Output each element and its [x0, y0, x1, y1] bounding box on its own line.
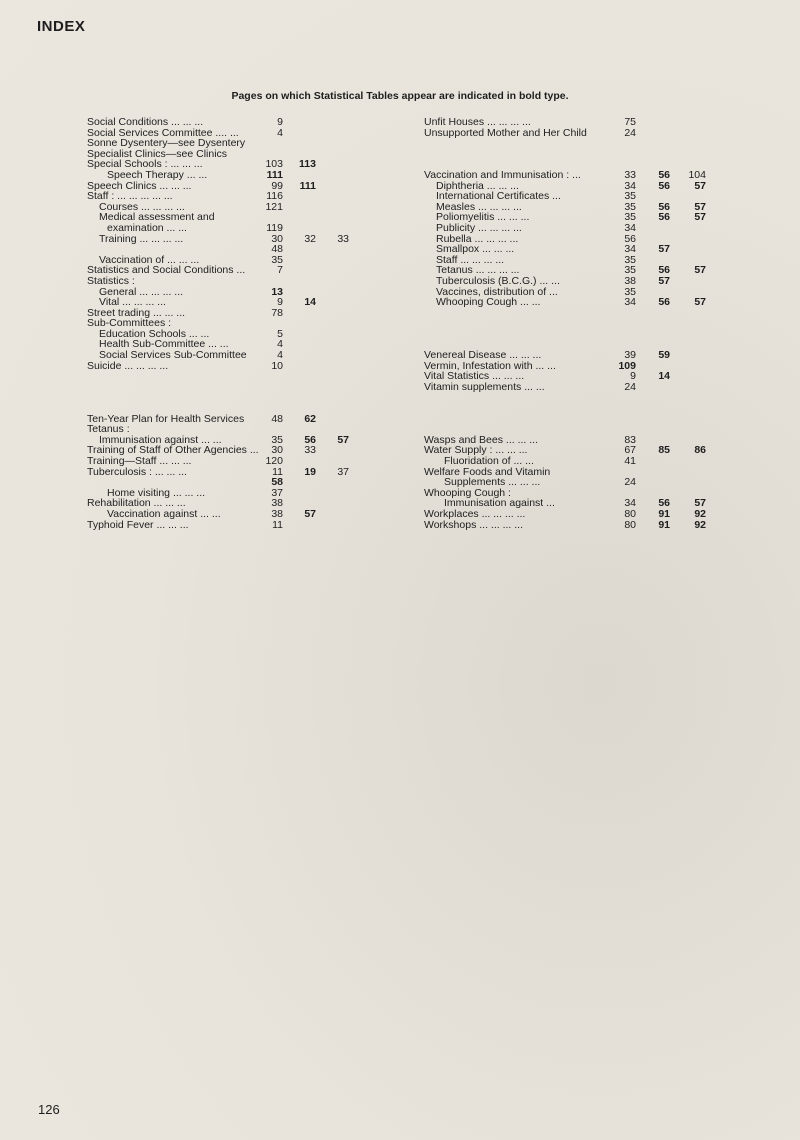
page-ref-bold: 57 — [658, 274, 670, 287]
page-ref-bold: 56 — [658, 168, 670, 181]
index-entry-label: Statistics and Social Conditions ... — [87, 264, 246, 277]
index-spacer — [424, 392, 754, 434]
index-entry-label: Training ... ... ... ... — [99, 232, 184, 245]
index-entry-label: Vaccines, distribution of ... — [436, 285, 558, 298]
page-ref-bold: 92 — [694, 518, 706, 531]
page-ref-bold: 57 — [694, 497, 706, 510]
index-entry — [87, 414, 387, 425]
page-ref: 80 — [624, 508, 636, 521]
index-entry-label: Health Sub-Committee ... ... — [99, 338, 229, 351]
page-ref: 9 — [630, 370, 636, 383]
index-entry — [424, 128, 754, 139]
index-entry-label: Diphtheria ... ... ... — [436, 179, 519, 192]
index-entry-label: Fluoridation of ... ... — [444, 455, 534, 468]
index-entry-label: Medical assessment and — [99, 211, 215, 224]
index-entry-label: Vital ... ... ... ... — [99, 296, 166, 309]
page-ref: 35 — [624, 190, 636, 203]
index-entry-label: Vaccination and Immunisation : ... — [424, 168, 581, 181]
page-ref: 32 — [304, 232, 316, 245]
page-ref-bold: 57 — [694, 179, 706, 192]
page-ref: 7 — [277, 264, 283, 277]
page-ref-bold: 14 — [658, 370, 670, 383]
page-ref-bold: 56 — [304, 433, 316, 446]
page-ref: 24 — [624, 126, 636, 139]
index-entry — [424, 297, 754, 308]
index-entry-label: Whooping Cough : — [424, 486, 511, 499]
page-ref-bold: 86 — [694, 444, 706, 457]
index-entry-label: Ten-Year Plan for Health Services — [87, 412, 245, 425]
page-ref: 4 — [277, 349, 283, 362]
index-entry — [424, 170, 754, 181]
page-ref: 33 — [337, 232, 349, 245]
index-entry-label: Poliomyelitis ... ... ... — [436, 211, 530, 224]
index-entry-label: Staff : ... ... ... ... ... — [87, 190, 173, 203]
page-ref: 67 — [624, 444, 636, 457]
page-ref-bold: 91 — [658, 518, 670, 531]
index-entry-label: Rehabilitation ... ... ... — [87, 497, 186, 510]
index-entry-label: Courses ... ... ... ... — [99, 200, 185, 213]
index-spacer — [424, 138, 754, 170]
page-ref-bold: 56 — [658, 179, 670, 192]
page-ref: 38 — [271, 507, 283, 520]
index-entry — [87, 223, 387, 234]
page-ref: 34 — [624, 296, 636, 309]
page-ref: 5 — [277, 327, 283, 340]
page-ref: 11 — [272, 518, 283, 531]
page-ref: 38 — [624, 274, 636, 287]
page-ref: 121 — [265, 200, 283, 213]
page-ref-bold: 14 — [304, 296, 316, 309]
index-spacer — [424, 308, 754, 350]
page-ref-bold: 91 — [658, 508, 670, 521]
page-ref: 35 — [624, 264, 636, 277]
page-ref-bold: 109 — [618, 359, 636, 372]
index-entry-label: Supplements ... ... ... — [444, 476, 541, 489]
index-entry-label: Sonne Dysentery—see Dysentery — [87, 137, 246, 150]
page-ref-bold: 56 — [658, 211, 670, 224]
index-entry-label: Staff ... ... ... ... — [436, 253, 505, 266]
index-entry-label: Sub-Committees : — [87, 317, 172, 330]
index-entry-label: Whooping Cough ... ... — [436, 296, 541, 309]
index-entry-label: Venereal Disease ... ... ... — [424, 349, 542, 362]
page-ref: 35 — [624, 285, 636, 298]
page-ref: 83 — [624, 433, 636, 446]
page-ref: 35 — [271, 433, 283, 446]
index-entry — [87, 361, 387, 372]
page-ref: 9 — [277, 296, 283, 309]
page-number: 126 — [38, 1102, 60, 1117]
page-ref: 37 — [337, 465, 349, 478]
index-entry-label: Wasps and Bees ... ... ... — [424, 433, 538, 446]
page-ref-bold: 92 — [694, 508, 706, 521]
page-ref: 30 — [271, 232, 283, 245]
page-ref-bold: 57 — [337, 433, 349, 446]
index-entry-label: Welfare Foods and Vitamin — [424, 465, 551, 478]
index-entry — [87, 117, 387, 128]
page-ref: 104 — [688, 168, 706, 181]
page-ref: 120 — [265, 455, 283, 468]
index-entry — [87, 509, 387, 520]
index-entry-label: Unsupported Mother and Her Child — [424, 126, 587, 139]
page-ref: 33 — [304, 444, 316, 457]
page-ref: 56 — [624, 232, 636, 245]
page-ref: 119 — [266, 221, 283, 234]
page-ref-bold: 57 — [694, 211, 706, 224]
page-ref-bold: 56 — [658, 264, 670, 277]
page-ref-bold: 57 — [694, 296, 706, 309]
page-ref: 99 — [271, 179, 283, 192]
index-entry-label: Vaccination against ... ... — [107, 507, 221, 520]
index-spacer — [87, 371, 387, 413]
index-entry-label: Tuberculosis : ... ... ... — [87, 465, 187, 478]
index-entry — [424, 117, 754, 128]
page-ref: 11 — [272, 465, 283, 478]
index-entry — [87, 234, 387, 245]
page-ref: 33 — [624, 168, 636, 181]
index-entry-label: Water Supply : ... ... ... — [424, 444, 528, 457]
page-ref: 24 — [624, 380, 636, 393]
page-ref: 48 — [271, 243, 283, 256]
page-ref: 80 — [624, 518, 636, 531]
index-entry-label: Social Services Sub-Committee — [99, 349, 247, 362]
index-entry — [424, 382, 754, 393]
index-entry — [87, 276, 387, 287]
index-entry-label: Vital Statistics ... ... ... — [424, 370, 525, 383]
page-ref: 30 — [271, 444, 283, 457]
page-ref: 75 — [624, 116, 636, 128]
index-entry-label: General ... ... ... ... — [99, 285, 184, 298]
index-entry-label: Statistics : — [87, 274, 135, 287]
index-column-right — [424, 117, 754, 530]
index-entry-label: Smallpox ... ... ... — [436, 243, 515, 256]
page-ref: 9 — [277, 116, 283, 128]
index-entry-label: Training of Staff of Other Agencies ... — [87, 444, 259, 457]
index-entry-label: Training—Staff ... ... ... — [87, 455, 192, 468]
page-ref: 34 — [624, 497, 636, 510]
index-entry-label: International Certificates ... — [436, 190, 561, 203]
page-ref: 34 — [624, 221, 636, 234]
index-entry-label: Specialist Clinics—see Clinics — [87, 147, 228, 160]
page-ref: 24 — [624, 476, 636, 489]
page-ref-bold: 111 — [266, 168, 283, 181]
page-ref-bold: 57 — [304, 507, 316, 520]
index-entry-label: Street trading ... ... ... — [87, 306, 186, 319]
index-entry-label: Social Services Committee .... ... — [87, 126, 239, 139]
index-entry-label: Publicity ... ... ... ... — [436, 221, 522, 234]
index-entry-label: Typhoid Fever ... ... ... — [87, 518, 189, 531]
page-ref: 35 — [624, 253, 636, 266]
page-ref: 4 — [277, 338, 283, 351]
page-ref: 34 — [624, 179, 636, 192]
index-entry-label: Unfit Houses ... ... ... ... — [424, 116, 531, 128]
page-ref-bold: 13 — [271, 285, 283, 298]
page-ref-bold: 58 — [271, 476, 283, 489]
page-ref-bold: 59 — [658, 349, 670, 362]
page-ref-bold: 111 — [299, 179, 316, 192]
index-entry-label: Workshops ... ... ... ... — [424, 518, 524, 531]
index-heading: INDEX — [37, 18, 86, 35]
index-entry-label: Social Conditions ... ... ... — [87, 116, 204, 128]
index-entry-label: Workplaces ... ... ... ... — [424, 508, 526, 521]
index-entry — [87, 520, 387, 531]
index-entry-label: Tetanus ... ... ... ... — [436, 264, 520, 277]
index-entry-label: Speech Therapy ... ... — [107, 168, 208, 181]
page-ref: 38 — [271, 497, 283, 510]
page-ref: 39 — [624, 349, 636, 362]
page-ref-bold: 113 — [299, 158, 316, 171]
index-entry-label: Suicide ... ... ... ... — [87, 359, 169, 372]
index-entry-label: Immunisation against ... ... — [99, 433, 222, 446]
index-entry-label: Tuberculosis (B.C.G.) ... ... — [436, 274, 560, 287]
index-entry-label: Tetanus : — [87, 423, 130, 436]
index-column-left — [87, 117, 387, 530]
page-ref-bold: 57 — [694, 264, 706, 277]
page-ref: 116 — [266, 190, 283, 203]
index-entry-label: Special Schools : ... ... ... — [87, 158, 203, 171]
index-entry — [87, 170, 387, 181]
page-ref: 35 — [624, 211, 636, 224]
index-entry — [424, 223, 754, 234]
page-ref: 37 — [271, 486, 283, 499]
page-ref-bold: 19 — [304, 465, 316, 478]
page-ref: 4 — [277, 126, 283, 139]
page-ref: 103 — [265, 158, 283, 171]
page-ref: 10 — [271, 359, 283, 372]
page-ref-bold: 56 — [658, 497, 670, 510]
index-entry-label: examination ... ... — [107, 221, 187, 234]
page-ref: 34 — [624, 243, 636, 256]
page-ref: 35 — [271, 253, 283, 266]
page-ref-bold: 57 — [694, 200, 706, 213]
index-entry-label: Vitamin supplements ... ... — [424, 380, 545, 393]
index-entry-label: Rubella ... ... ... ... — [436, 232, 519, 245]
page-ref: 35 — [624, 200, 636, 213]
page-ref: 78 — [271, 306, 283, 319]
index-entry-label: Education Schools ... ... — [99, 327, 210, 340]
page-ref-bold: 56 — [658, 296, 670, 309]
index-entry — [424, 276, 754, 287]
page-ref: 48 — [271, 412, 283, 425]
index-subtitle: Pages on which Statistical Tables appear are indicated in bold type. — [231, 90, 569, 102]
index-entry-label: Vermin, Infestation with ... ... — [424, 359, 556, 372]
index-entry-label: Speech Clinics ... ... ... — [87, 179, 192, 192]
index-entry — [87, 467, 387, 478]
page-ref: 41 — [624, 455, 636, 468]
index-entry — [424, 520, 754, 531]
index-entry-label: Immunisation against ... — [444, 497, 555, 510]
index-entry-label: Vaccination of ... ... ... — [99, 253, 200, 266]
page-ref-bold: 57 — [658, 243, 670, 256]
index-entry-label: Measles ... ... ... ... — [436, 200, 522, 213]
page-ref-bold: 62 — [304, 412, 316, 425]
page-ref-bold: 56 — [658, 200, 670, 213]
index-entry-label: Home visiting ... ... ... — [107, 486, 206, 499]
page-ref-bold: 85 — [658, 444, 670, 457]
